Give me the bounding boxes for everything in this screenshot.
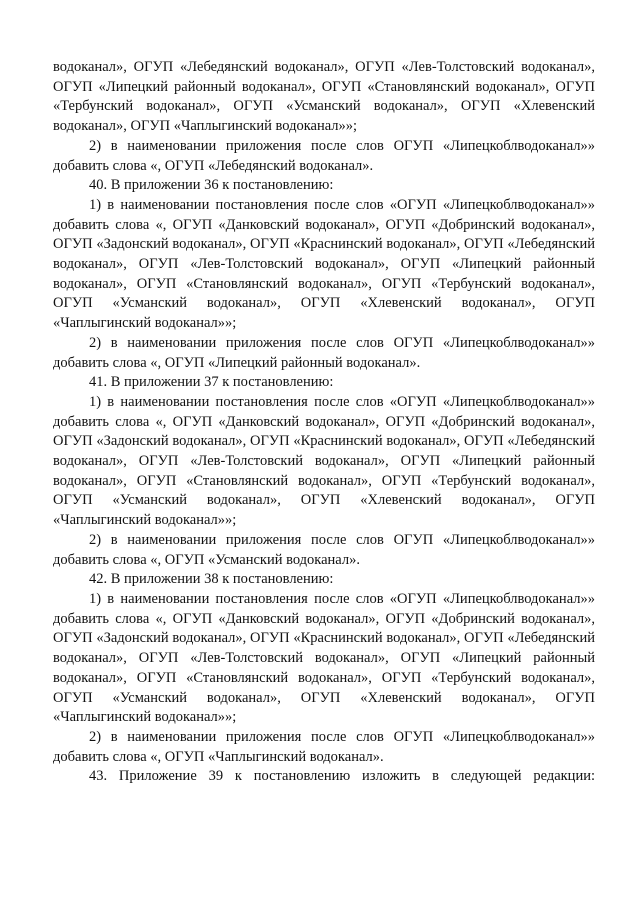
- paragraph-section-43: 43. Приложение 39 к постановлению изложить в следующей редакции:: [89, 768, 595, 785]
- paragraph-item-1-appendix-37: 1) в наименовании постановления после слов «ОГУП «Липецкоблводоканал»» добавить слова «, ОГУП «Данковский водоканал», ОГУП «Добринский водоканал», ОГУП «Задонский водоканал», ОГУП «Краснинский водоканал», ОГУП «Лебедянский водоканал», ОГУП «Лев-Толстовский водоканал», ОГУП «Липецкий районный водоканал», ОГУП «Становлянский водоканал», ОГУП «Тербунский водоканал», ОГУП «Усманский водоканал», ОГУП «Хлевенский водоканал», ОГУП «Чаплыгинский водоканал»»;: [53, 393, 595, 529]
- paragraph-continuation: водоканал», ОГУП «Лебедянский водоканал», ОГУП «Лев-Толстовский водоканал», ОГУП «Липецкий районный водоканал», ОГУП «Становлянский водоканал», ОГУП «Тербунский водоканал», ОГУП «Усманский водоканал», ОГУП «Хлевенский водоканал», ОГУП «Чаплыгинский водоканал»»;: [53, 59, 595, 135]
- paragraph-section-40: 40. В приложении 36 к постановлению:: [89, 177, 334, 194]
- paragraph-item-2-appendix-37: 2) в наименовании приложения после слов ОГУП «Липецкоблводоканал»» добавить слова «, ОГУП «Усманский водоканал».: [53, 531, 595, 568]
- paragraph-section-42: 42. В приложении 38 к постановлению:: [89, 571, 334, 588]
- document-page: [53, 58, 595, 787]
- paragraph-item-2-appendix-36: 2) в наименовании приложения после слов ОГУП «Липецкоблводоканал»» добавить слова «, ОГУП «Липецкий районный водоканал».: [53, 334, 595, 371]
- paragraph-item-1-appendix-38: 1) в наименовании постановления после слов «ОГУП «Липецкоблводоканал»» добавить слова «, ОГУП «Данковский водоканал», ОГУП «Добринский водоканал», ОГУП «Задонский водоканал», ОГУП «Краснинский водоканал», ОГУП «Лебедянский водоканал», ОГУП «Лев-Толстовский водоканал», ОГУП «Липецкий районный водоканал», ОГУП «Становлянский водоканал», ОГУП «Тербунский водоканал», ОГУП «Усманский водоканал», ОГУП «Хлевенский водоканал», ОГУП «Чаплыгинский водоканал»»;: [53, 590, 595, 726]
- paragraph-section-41: 41. В приложении 37 к постановлению:: [89, 374, 334, 391]
- paragraph-item-2-appendix-38: 2) в наименовании приложения после слов ОГУП «Липецкоблводоканал»» добавить слова «, ОГУП «Чаплыгинский водоканал».: [53, 728, 595, 765]
- paragraph-item-2-appendix-35: 2) в наименовании приложения после слов ОГУП «Липецкоблводоканал»» добавить слова «, ОГУП «Лебедянский водоканал».: [53, 137, 595, 174]
- paragraph-item-1-appendix-36: 1) в наименовании постановления после слов «ОГУП «Липецкоблводоканал»» добавить слова «, ОГУП «Данковский водоканал», ОГУП «Добринский водоканал», ОГУП «Задонский водоканал», ОГУП «Краснинский водоканал», ОГУП «Лебедянский водоканал», ОГУП «Лев-Толстовский водоканал», ОГУП «Липецкий районный водоканал», ОГУП «Становлянский водоканал», ОГУП «Тербунский водоканал», ОГУП «Усманский водоканал», ОГУП «Хлевенский водоканал», ОГУП «Чаплыгинский водоканал»»;: [53, 196, 595, 332]
